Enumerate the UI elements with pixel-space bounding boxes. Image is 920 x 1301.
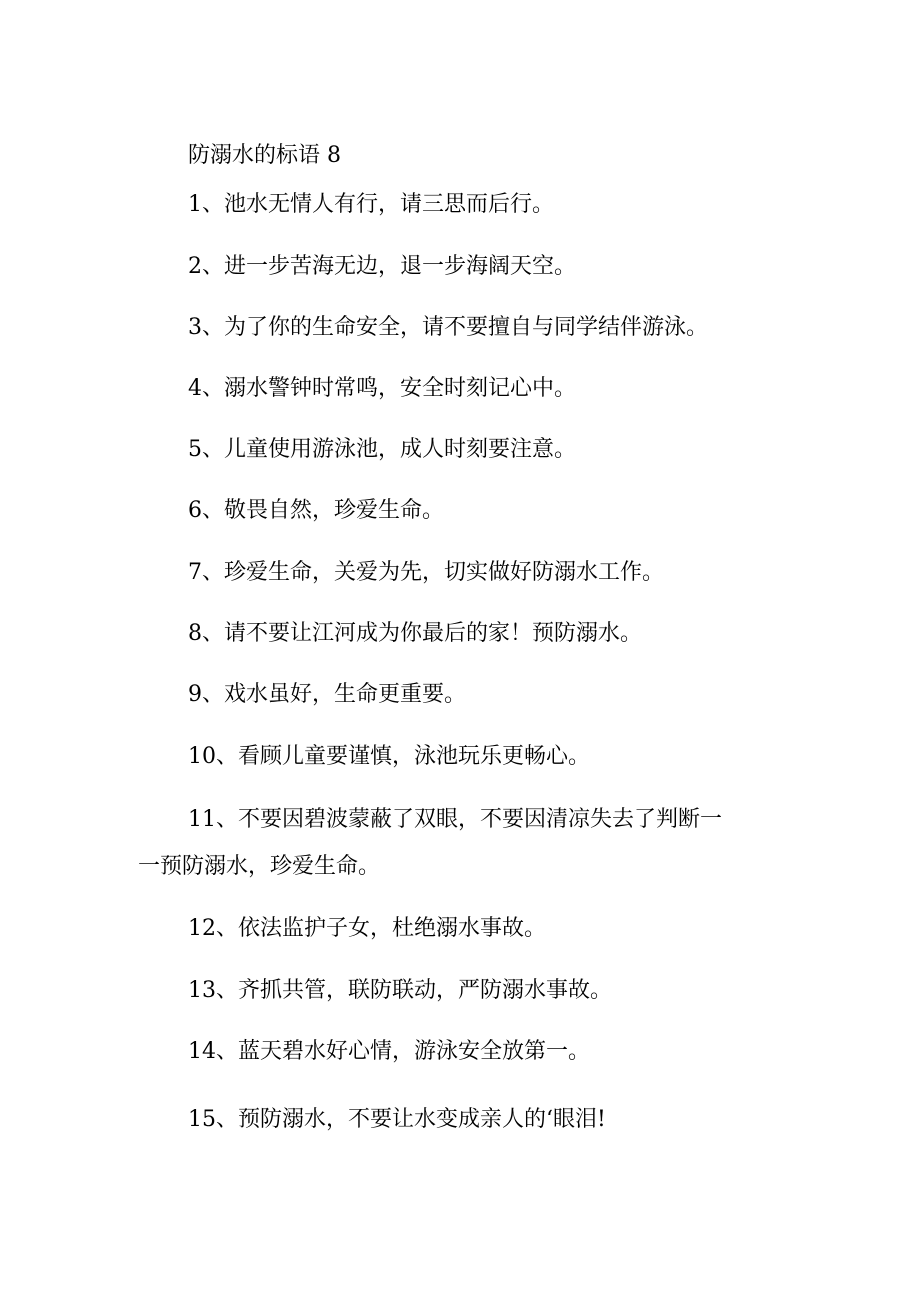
slogan-line-11-continuation: 一预防溺水，珍爱生命。 [138,854,381,879]
slogan-line-15: 15、预防溺水，不要让水变成亲人的‘眼泪! [188,1107,606,1132]
slogan-line-9: 9、戏水虽好，生命更重要。 [188,682,466,707]
slogan-line-1: 1、池水无情人有行，请三思而后行。 [188,192,554,217]
slogan-line-3: 3、为了你的生命安全，请不要擅自与同学结伴游泳。 [188,315,708,340]
slogan-line-13: 13、齐抓共管，联防联动，严防溺水事故。 [188,978,612,1003]
slogan-line-2: 2、进一步苦海无边，退一步海阔天空。 [188,254,576,279]
slogan-line-6: 6、敬畏自然，珍爱生命。 [188,498,444,523]
slogan-line-8: 8、请不要让江河成为你最后的家！预防溺水。 [188,621,642,646]
document-title: 防溺水的标语 8 [188,143,341,168]
slogan-line-5: 5、儿童使用游泳池，成人时刻要注意。 [188,437,576,462]
slogan-line-14: 14、蓝天碧水好心情，游泳安全放第一。 [188,1039,590,1064]
slogan-line-11: 11、不要因碧波蒙蔽了双眼，不要因清凉失去了判断一 [188,807,722,832]
slogan-line-4: 4、溺水警钟时常鸣，安全时刻记心中。 [188,376,576,401]
slogan-line-10: 10、看顾儿童要谨慎，泳池玩乐更畅心。 [188,744,590,769]
slogan-line-12: 12、依法监护子女，杜绝溺水事故。 [188,916,546,941]
slogan-line-7: 7、珍爱生命，关爱为先，切实做好防溺水工作。 [188,560,664,585]
